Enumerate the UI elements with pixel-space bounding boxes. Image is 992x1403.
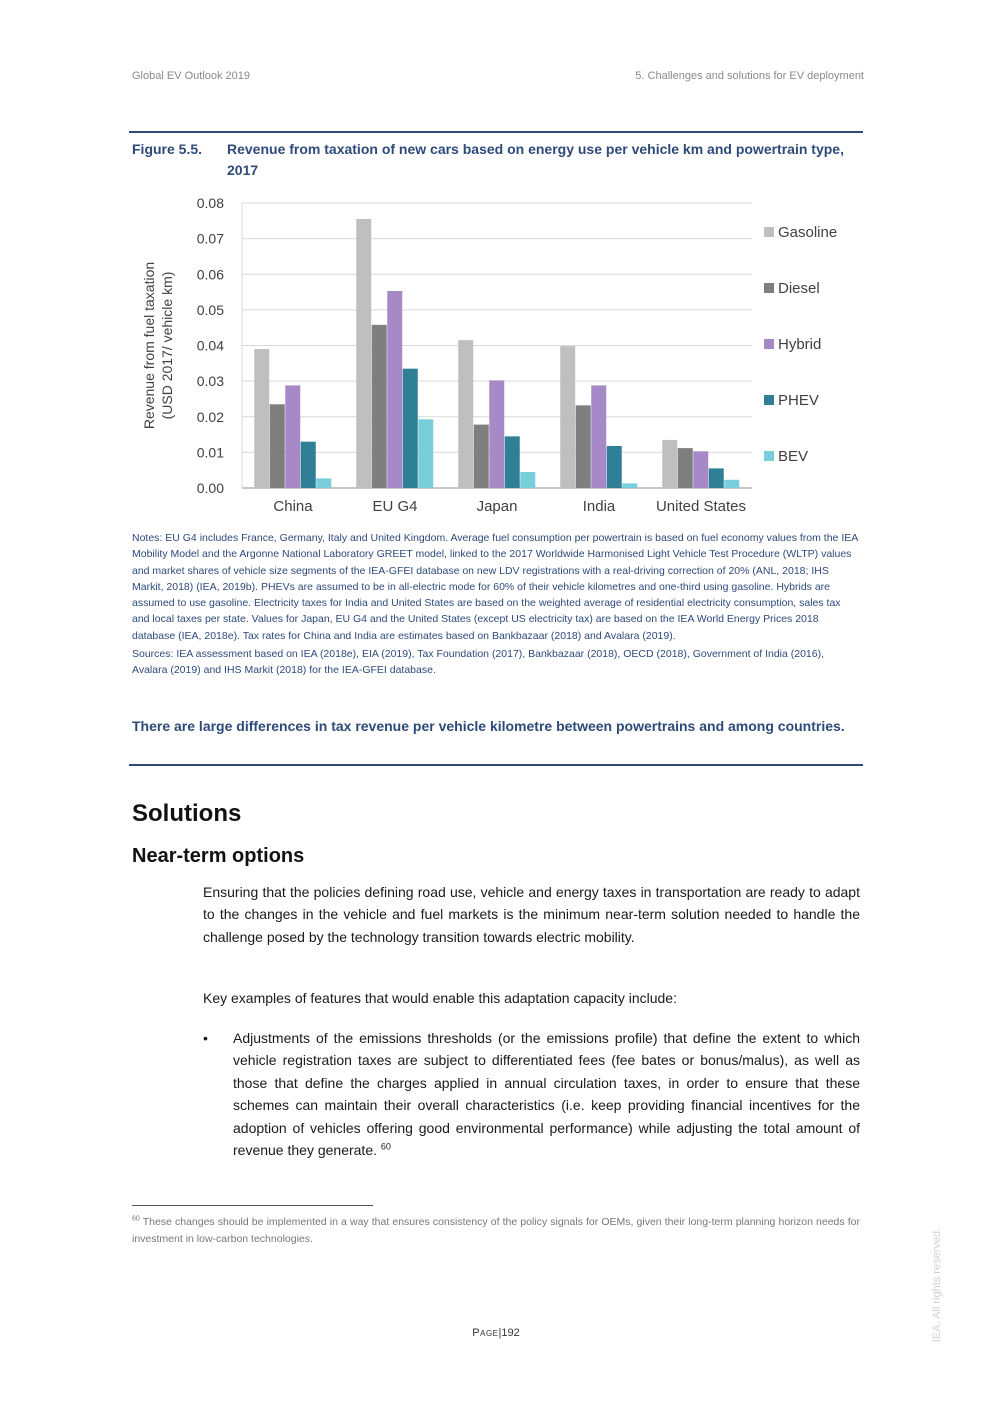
y-axis-label xyxy=(141,262,175,429)
bar xyxy=(372,325,387,488)
legend-label: BEV xyxy=(778,448,809,465)
footnote-mark: 60 xyxy=(132,1215,140,1223)
y-tick-label: 0.00 xyxy=(196,480,224,496)
legend-swatch xyxy=(764,339,774,349)
notes-text: Notes: EU G4 includes France, Germany, Italy and United Kingdom. Average fuel consumption per powertrain is based on fuel economy values from the IEA Mobility Model and the Argonne National Laboratory GREET model, linked to the 2017 Worldwide Harmonised Light Vehicle Test Procedure (WLTP) values and market shares of vehicle size segments of the IEA-GFEI database on new LDV registrations with a real-driving correction of 20% (ANL, 2018; IHS Markit, 2018) (IEA, 2019b). PHEVs are assumed to be in all-electric mode for 60% of their vehicle kilometres and one-third using gasoline. Hybrids are assumed to use gasoline. Electricity taxes for India and United States are based on the weighted average of residential electricity consumption, sales tax and local taxes per state. Values for Japan, EU G4 and the United States (except US electricity tax) are based on the IEA World Energy Prices 2018 database (IEA, 2018e). Tax rates for China and India are estimates based on Bankbazaar (2018) and Avalara (2019). xyxy=(132,532,858,642)
footnote-rule xyxy=(132,1205,373,1206)
bar xyxy=(489,380,504,488)
bar xyxy=(709,468,724,488)
y-tick-label: 0.02 xyxy=(196,408,224,425)
bar xyxy=(458,340,473,488)
figure-takeaway: There are large differences in tax revenue per vehicle kilometre between powertrains and among countries. xyxy=(132,718,845,734)
legend-label: PHEV xyxy=(778,392,819,409)
figure-notes xyxy=(132,530,860,679)
bullet-text xyxy=(233,1027,860,1161)
legend-swatch xyxy=(764,451,774,461)
bar-chart xyxy=(132,190,852,520)
page-label: Page xyxy=(472,1327,499,1339)
bar xyxy=(403,369,418,488)
figure-bottom-rule xyxy=(129,764,863,766)
legend-label: Diesel xyxy=(778,280,820,297)
sources-text: Sources: IEA assessment based on IEA (2018e), EIA (2019), Tax Foundation (2017), Bankbazaar (2018), OECD (2018), Government of India (2016), Avalara (2019) and IHS Markit (2018) for the IEA-GFEI database. xyxy=(132,648,825,677)
section-heading: Solutions xyxy=(132,800,242,827)
legend-label: Gasoline xyxy=(778,224,838,241)
page-separator: | xyxy=(498,1327,502,1339)
bar xyxy=(591,385,606,488)
y-tick-label: 0.04 xyxy=(196,337,224,354)
y-tick-label: 0.05 xyxy=(196,301,224,318)
bar xyxy=(622,483,637,488)
y-tick-label: 0.07 xyxy=(196,230,224,247)
bar xyxy=(356,219,371,488)
paragraph-2: Key examples of features that would enable this adaptation capacity include: xyxy=(203,990,677,1006)
page-number-value: 192 xyxy=(501,1327,520,1339)
footnote-ref-link[interactable]: 60 xyxy=(380,1141,391,1152)
bar xyxy=(662,440,677,488)
bar xyxy=(270,404,285,488)
x-tick-label: India xyxy=(582,498,616,515)
bar xyxy=(678,448,693,488)
bar xyxy=(387,291,402,488)
bar xyxy=(254,349,269,488)
y-tick-label: 0.03 xyxy=(196,373,224,390)
y-tick-label: 0.01 xyxy=(196,444,224,461)
bar xyxy=(316,478,331,488)
figure-title: Revenue from taxation of new cars based on energy use per vehicle km and powertrain type, 2017 xyxy=(227,141,844,178)
x-tick-label: China xyxy=(273,498,313,515)
bar xyxy=(474,425,489,488)
legend-swatch xyxy=(764,395,774,405)
bar xyxy=(576,405,591,488)
subsection-heading: Near-term options xyxy=(132,845,305,867)
bar xyxy=(724,480,739,488)
bar xyxy=(520,472,535,488)
bar xyxy=(418,419,433,488)
y-tick-label: 0.08 xyxy=(196,195,224,211)
bar xyxy=(607,446,622,488)
bullet-dot: • xyxy=(203,1030,208,1046)
bar xyxy=(285,385,300,488)
figure-number: Figure 5.5. xyxy=(132,141,203,157)
bar xyxy=(301,442,316,488)
x-tick-label: EU G4 xyxy=(372,498,418,515)
page-number xyxy=(0,1327,992,1339)
header-publication-title: Global EV Outlook 2019 xyxy=(132,70,251,82)
y-axis-label-line: (USD 2017/ vehicle km) xyxy=(159,271,175,420)
footnote-text: These changes should be implemented in a way that ensures consistency of the policy signals for OEMs, given their long-term planning horizon needs for investment in low-carbon technologies. xyxy=(132,1216,860,1245)
bar xyxy=(560,346,575,488)
legend-label: Hybrid xyxy=(778,336,822,353)
legend-swatch xyxy=(764,227,774,237)
figure-top-rule xyxy=(129,131,863,133)
paragraph-1: Ensuring that the policies defining road use, vehicle and energy taxes in transportation are ready to adapt to the changes in the vehicle and fuel markets is the minimum near-term solution needed to handle the challenge posed by the technology transition towards electric mobility. xyxy=(203,884,860,945)
footnote xyxy=(132,1214,860,1248)
header-chapter-title: 5. Challenges and solutions for EV deployment xyxy=(635,70,864,82)
x-tick-label: Japan xyxy=(476,498,518,515)
y-tick-label: 0.06 xyxy=(196,266,224,283)
bullet-text-body: Adjustments of the emissions thresholds (or the emissions profile) that define the extent to which vehicle registration taxes are subject to differentiated fees (fee bates or bonus/malus), as well as those that define the charges applied in annual circulation taxes, in order to ensure that these schemes can maintain their overall characteristics (i.e. keep providing financial incentives for the adoption of vehicles offering good environmental performance) while adjusting the total amount of revenue they generate. xyxy=(233,1030,860,1159)
legend-swatch xyxy=(764,283,774,293)
x-tick-label: United States xyxy=(655,498,747,515)
y-axis-label-line: Revenue from fuel taxation xyxy=(141,261,157,430)
copyright-watermark: IEA. All rights reserved. xyxy=(931,1227,943,1343)
bar xyxy=(505,436,520,488)
bar xyxy=(693,451,708,488)
